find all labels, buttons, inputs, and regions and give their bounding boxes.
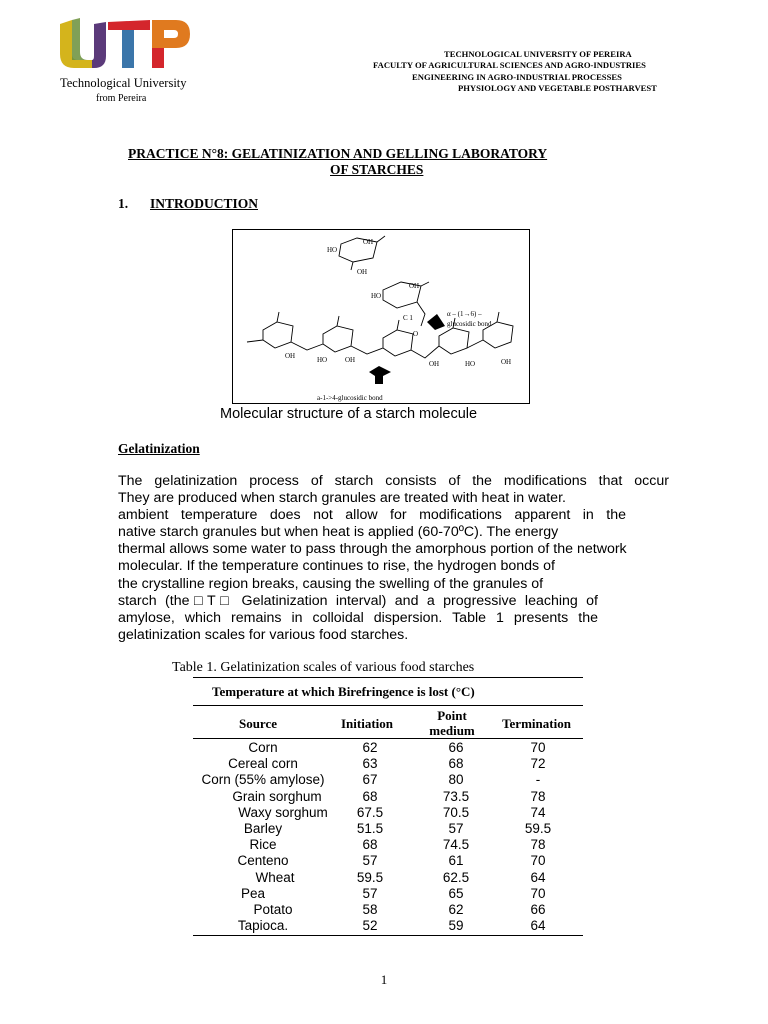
cell-initiation: 62 bbox=[362, 740, 378, 755]
table-body bbox=[193, 740, 583, 934]
table-row bbox=[193, 886, 583, 902]
section-number: 1. bbox=[118, 196, 129, 211]
cell-termination: - bbox=[535, 772, 541, 788]
cell-termination: 59.5 bbox=[524, 820, 552, 836]
cell-point-medium: 65 bbox=[448, 885, 464, 901]
cell-point-medium: 59 bbox=[448, 918, 464, 934]
header-course: PHYSIOLOGY AND VEGETABLE POSTHARVEST bbox=[458, 83, 657, 93]
cell-initiation: 68 bbox=[362, 837, 378, 853]
cell-point-medium: 70.5 bbox=[442, 804, 470, 820]
cell-point-medium: 74.5 bbox=[442, 837, 470, 853]
label-ho-chain4: HO bbox=[465, 360, 476, 368]
logo-subtitle-text: from Pereira bbox=[96, 93, 147, 104]
paragraph-line: ambient temperature does not allow for modifications apparent in the bbox=[118, 507, 626, 524]
label-bottom-bond: a-1->4-glucosidic bond bbox=[317, 394, 383, 402]
cell-initiation: 58 bbox=[362, 901, 378, 917]
cell-point-medium: 62 bbox=[448, 901, 464, 917]
cell-initiation: 67.5 bbox=[356, 804, 384, 820]
paragraph-line: the crystalline region breaks, causing the swelling of the granules of bbox=[118, 575, 544, 592]
paragraph-line: molecular. If the temperature continues to rise, the hydrogen bonds of bbox=[118, 558, 555, 575]
table-row bbox=[193, 870, 583, 886]
cell-termination: 78 bbox=[530, 837, 546, 853]
table-top-rule bbox=[193, 677, 583, 678]
cell-initiation: 52 bbox=[362, 918, 378, 934]
page-number: 1 bbox=[380, 972, 388, 987]
table-row bbox=[193, 756, 583, 772]
cell-termination: 66 bbox=[530, 901, 546, 917]
cell-source: Pea bbox=[240, 885, 266, 901]
label-ho-chain2: HO bbox=[317, 356, 328, 364]
paragraph-line: native starch granules but when heat is applied (60-70ºC). The energy bbox=[118, 524, 559, 541]
starch-molecule-figure bbox=[232, 229, 530, 404]
cell-source: Cereal corn bbox=[228, 756, 298, 772]
alpha-14-arrow bbox=[369, 366, 391, 384]
starch-structure-diagram bbox=[233, 230, 529, 403]
cell-initiation: 67 bbox=[362, 772, 378, 788]
cell-initiation: 68 bbox=[362, 788, 378, 804]
label-oh-top: OH bbox=[363, 238, 374, 246]
label-ho-top: HO bbox=[327, 246, 338, 254]
column-header-point-line1: Point bbox=[437, 708, 467, 723]
cell-source: Wheat bbox=[255, 869, 295, 885]
label-oh-chain2: OH bbox=[345, 356, 356, 364]
cell-point-medium: 68 bbox=[448, 756, 464, 772]
cell-initiation: 57 bbox=[362, 885, 378, 901]
cell-point-medium: 73.5 bbox=[442, 788, 470, 804]
cell-source: Grain sorghum bbox=[232, 788, 322, 804]
paragraph-line: They are produced when starch granules are treated with heat in water. bbox=[118, 490, 566, 507]
figure-caption: Molecular structure of a starch molecule bbox=[220, 406, 478, 422]
gelatinization-paragraph bbox=[118, 473, 669, 644]
table-row bbox=[193, 772, 583, 788]
cell-termination: 78 bbox=[530, 788, 546, 804]
table-subheader: Temperature at which Birefringence is lost (°C) bbox=[212, 684, 475, 699]
cell-source: Centeno bbox=[237, 853, 289, 869]
cell-point-medium: 57 bbox=[448, 820, 464, 836]
header-program: ENGINEERING IN AGRO-INDUSTRIAL PROCESSES bbox=[412, 72, 622, 82]
table-row bbox=[193, 837, 583, 853]
cell-initiation: 51.5 bbox=[356, 820, 384, 836]
alpha-16-arrow bbox=[427, 314, 445, 330]
label-oh-chain3: OH bbox=[429, 360, 440, 368]
cell-source: Waxy sorghum bbox=[238, 804, 328, 820]
table-header-bottom-rule bbox=[193, 738, 583, 739]
column-header-source: Source bbox=[238, 716, 278, 731]
column-header-point-line2: medium bbox=[429, 723, 475, 738]
practice-title-line1: PRACTICE N°8: GELATINIZATION AND GELLING LABORATORY bbox=[128, 146, 548, 161]
label-c1: C 1 bbox=[403, 314, 413, 322]
cell-source: Potato bbox=[253, 901, 293, 917]
label-oh-chain1: OH bbox=[285, 352, 296, 360]
label-o-link: O bbox=[413, 330, 419, 338]
section-title: INTRODUCTION bbox=[150, 196, 259, 211]
paragraph-line: amylose, which remains in colloidal dispersion. Table 1 presents the bbox=[118, 609, 598, 626]
table-bottom-rule bbox=[193, 935, 583, 936]
paragraph-line: The gelatinization process of starch consists of the modifications that occur bbox=[118, 473, 669, 489]
cell-termination: 70 bbox=[530, 740, 546, 755]
cell-initiation: 63 bbox=[362, 756, 378, 772]
table-row bbox=[193, 902, 583, 918]
cell-termination: 74 bbox=[530, 804, 546, 820]
cell-source: Corn bbox=[248, 740, 278, 755]
cell-termination: 70 bbox=[530, 853, 546, 869]
table-caption: Table 1. Gelatinization scales of various food starches bbox=[172, 660, 475, 675]
paragraph-line: starch (the□T□ Gelatinization interval) and a progressive leaching of bbox=[118, 592, 598, 609]
cell-termination: 64 bbox=[530, 869, 546, 885]
logo-name-text: Technological University bbox=[60, 76, 187, 90]
cell-termination: 72 bbox=[530, 756, 546, 772]
cell-termination: 64 bbox=[530, 918, 546, 934]
cell-point-medium: 80 bbox=[448, 772, 464, 788]
column-header-termination: Termination bbox=[502, 716, 571, 731]
table-row bbox=[193, 740, 583, 756]
label-ho-ring2: HO bbox=[371, 292, 382, 300]
column-header-point-medium bbox=[412, 708, 492, 738]
table-row bbox=[193, 805, 583, 821]
cell-source: Rice bbox=[249, 837, 277, 853]
gelatinization-heading: Gelatinization bbox=[118, 441, 200, 456]
table-row bbox=[193, 789, 583, 805]
label-oh-ring1: OH bbox=[357, 268, 368, 276]
label-oh-ring2: OH bbox=[409, 282, 420, 290]
cell-point-medium: 61 bbox=[448, 853, 464, 869]
utp-logo-mark bbox=[58, 16, 198, 76]
label-oh-chain5: OH bbox=[501, 358, 512, 366]
label-alpha-bond: α – (1→6) – bbox=[447, 310, 482, 318]
table-row bbox=[193, 918, 583, 934]
cell-source: Corn (55% amylose) bbox=[201, 772, 325, 788]
table-header-top-rule bbox=[193, 705, 583, 706]
cell-point-medium: 66 bbox=[448, 740, 464, 755]
column-header-initiation: Initiation bbox=[340, 716, 393, 731]
cell-source: Barley bbox=[243, 820, 283, 836]
cell-initiation: 59.5 bbox=[356, 869, 384, 885]
paragraph-line: gelatinization scales for various food starches. bbox=[118, 626, 409, 643]
cell-initiation: 57 bbox=[362, 853, 378, 869]
label-glucosidic-bond: glucosidic bond bbox=[447, 320, 492, 328]
cell-point-medium: 62.5 bbox=[442, 869, 470, 885]
cell-termination: 70 bbox=[530, 885, 546, 901]
header-university: TECHNOLOGICAL UNIVERSITY OF PEREIRA bbox=[444, 49, 632, 59]
table-row bbox=[193, 821, 583, 837]
practice-title-line2: OF STARCHES bbox=[330, 162, 424, 177]
cell-source: Tapioca. bbox=[237, 918, 289, 934]
header-faculty: FACULTY OF AGRICULTURAL SCIENCES AND AGRO-INDUSTRIES bbox=[373, 60, 646, 70]
university-logo bbox=[58, 16, 198, 106]
table-row bbox=[193, 853, 583, 869]
paragraph-line: thermal allows some water to pass through the amorphous portion of the network bbox=[118, 541, 627, 558]
